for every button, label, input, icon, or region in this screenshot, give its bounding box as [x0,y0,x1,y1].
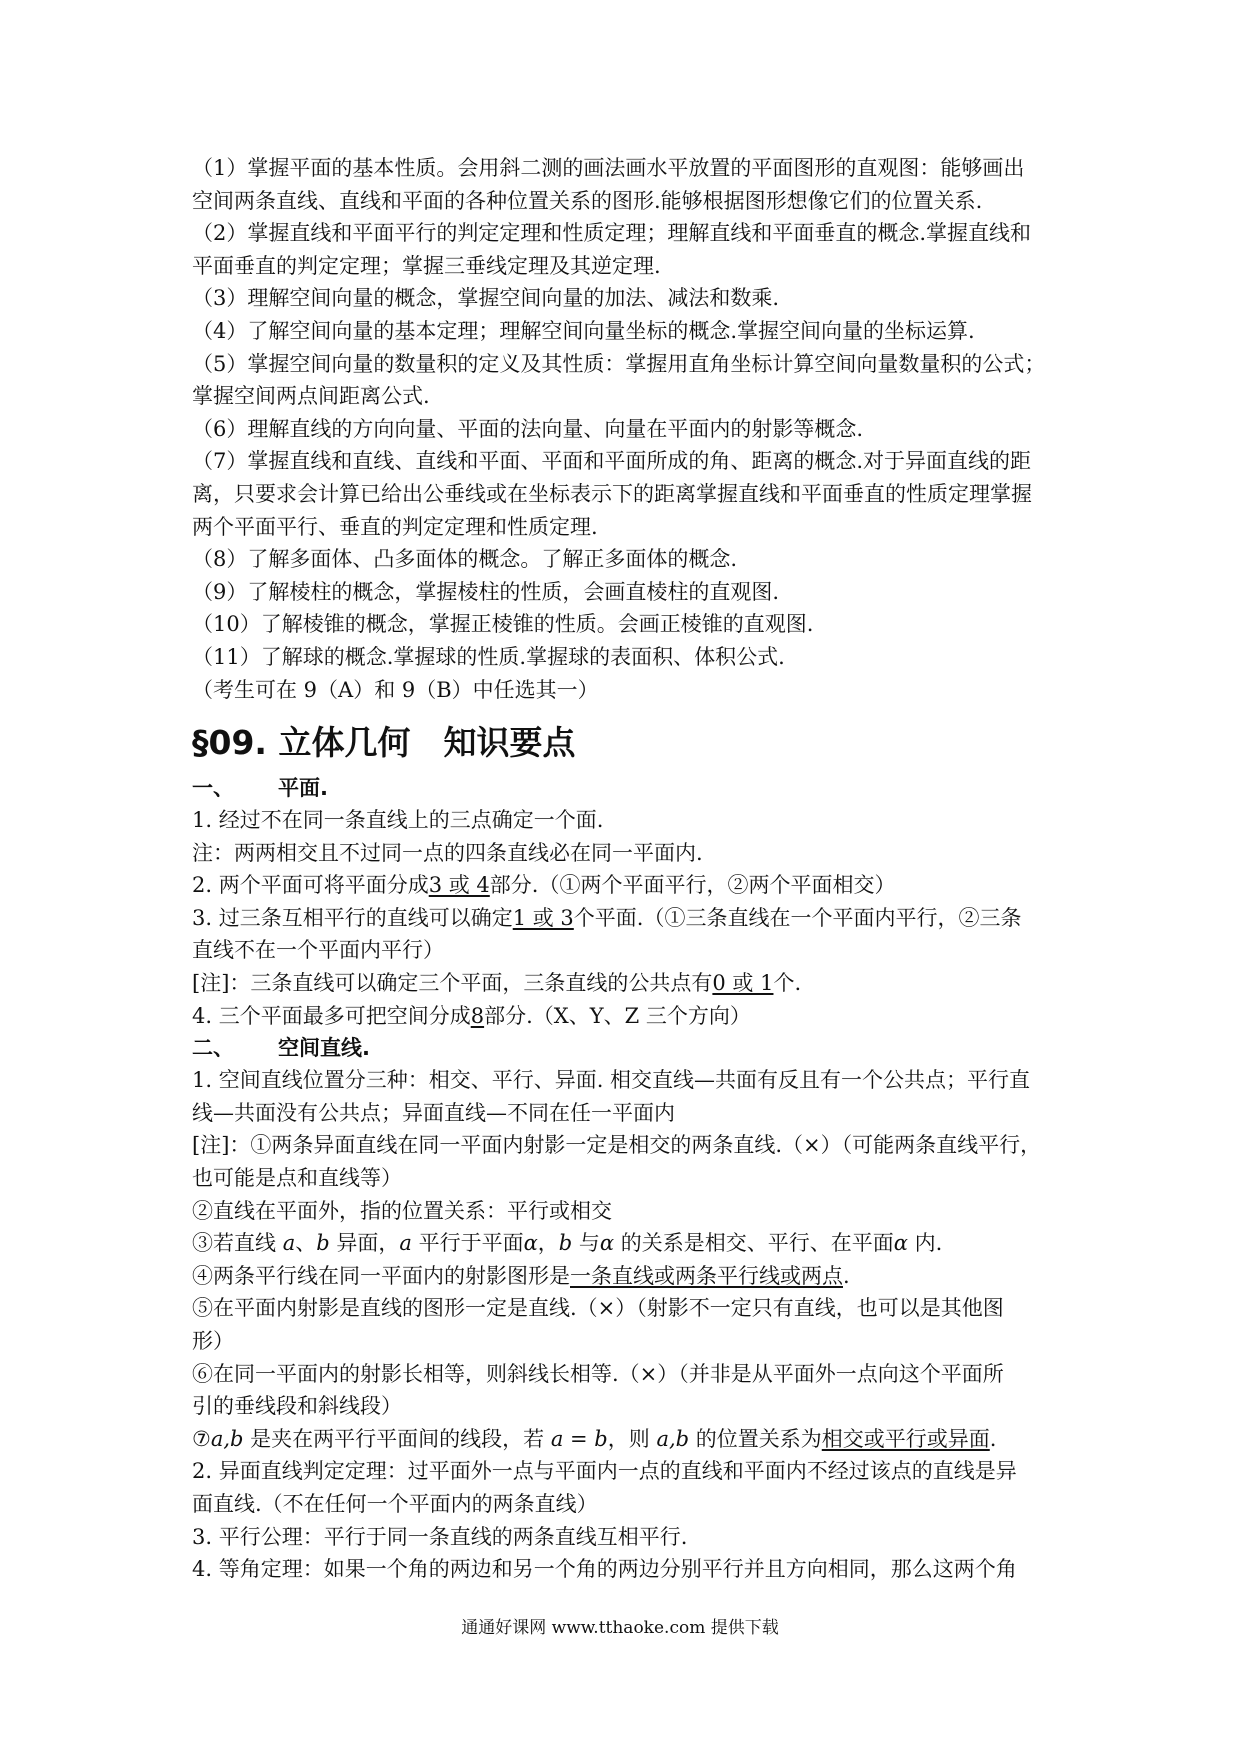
section-heading-space-lines [192,1032,1062,1064]
requirement-line: （4）了解空间向量的基本定理；理解空间向量坐标的概念.掌握空间向量的坐标运算. [192,318,975,343]
requirement-line: （8）了解多面体、凸多面体的概念。了解正多面体的概念. [192,547,738,572]
math-var: a [399,1231,412,1256]
text-run: 个. [773,971,802,996]
math-var: b [558,1231,573,1256]
text-run: . [989,1426,997,1451]
note [192,1227,1062,1260]
paragraph: 面直线.（不在任何一个平面内的两条直线） [192,1491,598,1516]
requirement-line: （2）掌握直线和平面平行的判定定理和性质定理；理解直线和平面垂直的概念.掌握直线和 [192,221,1032,246]
paragraph: 3. 平行公理：平行于同一条直线的两条直线互相平行. [192,1524,688,1549]
text-run: 部分.（①两个平面平行，②两个平面相交） [489,873,896,898]
note: ②直线在平面外，指的位置关系：平行或相交 [192,1198,612,1223]
requirement-line: （11）了解球的概念.掌握球的性质.掌握球的表面积、体积公式. [192,644,785,669]
note: 也可能是点和直线等） [192,1166,402,1191]
text-run: 部分.（X、Y、Z 三个方向） [484,1003,751,1028]
math-var: a [282,1231,296,1256]
note [192,1260,1062,1293]
text-run: 的关系是相交、平行、在平面 [614,1231,894,1256]
text-run: ⑦ [192,1426,211,1451]
paragraph: 4. 等角定理：如果一个角的两边和另一个角的两边分别平行并且方向相同，那么这两个角 [192,1557,1017,1582]
text-run: 是夹在两平行平面间的线段，若 [243,1426,551,1451]
text-run: 异面， [329,1231,400,1256]
requirements-list [192,152,1062,706]
requirement-line: 平面垂直的判定定理；掌握三垂线定理及其逆定理. [192,253,661,278]
note: 注：两两相交且不过同一点的四条直线必在同一平面内. [192,840,703,865]
text-run: [注]：三条直线可以确定三个平面，三条直线的公共点有 [192,971,713,996]
section-title: 平面. [278,776,328,801]
text-run: 的位置关系为 [689,1426,822,1451]
requirement-line: （1）掌握平面的基本性质。会用斜二测的画法画水平放置的平面图形的直观图：能够画出 [192,156,1025,180]
note: [注]：①两条异面直线在同一平面内射影一定是相交的两条直线.（×）（可能两条直线平行， [192,1133,1042,1158]
text-run: 4. 三个平面最多可把空间分成 [192,1003,471,1028]
requirement-line: 离，只要求会计算已给出公垂线或在坐标表示下的距离掌握直线和平面垂直的性质定理掌握 [192,481,1032,506]
text-run: ③若直线 [192,1231,283,1256]
document-page [192,152,1062,1586]
text-run: 与 [572,1231,600,1256]
section-title: 空间直线. [278,1036,370,1061]
math-var: b [316,1231,330,1256]
math-var: a = b [550,1426,608,1451]
paragraph: 1. 经过不在同一条直线上的三点确定一个面. [192,808,604,833]
requirement-line: （5）掌握空间向量的数量积的定义及其性质：掌握用直角坐标计算空间向量数量积的公式； [192,351,1046,376]
text-run: 、 [295,1231,317,1256]
note [192,1423,1062,1456]
paragraph [192,869,1062,902]
note: 形） [192,1329,234,1353]
paragraph [192,902,1062,935]
requirement-line: （3）理解空间向量的概念，掌握空间向量的加法、减法和数乘. [192,286,780,311]
note [192,967,1062,1000]
text-run: . [843,1263,850,1288]
paragraph: 1. 空间直线位置分三种：相交、平行、异面. 相交直线—共面有反且有一个公共点；平行直 [192,1068,1031,1093]
underlined-answer: 相交或平行或异面 [821,1426,990,1451]
math-var: α [893,1231,908,1256]
text-run: 个平面.（①三条直线在一个平面内平行，②三条 [573,905,1022,930]
text-run: ， [537,1231,559,1256]
underlined-answer: 8 [470,1003,485,1028]
underlined-answer: 0 或 1 [712,971,774,996]
requirement-line: （考生可在 9（A）和 9（B）中任选其一） [192,677,599,702]
note: ⑥在同一平面内的射影长相等，则斜线长相等.（×）（并非是从平面外一点向这个平面所 [192,1361,1004,1386]
requirement-line: 空间两条直线、直线和平面的各种位置关系的图形.能够根据图形想像它们的位置关系. [192,188,983,213]
section-heading-plane [192,772,1062,804]
text-run: 2. 两个平面可将平面分成 [192,873,429,898]
requirement-line: 掌握空间两点间距离公式. [192,384,430,409]
math-var: a,b [210,1426,244,1451]
text-run: 平行于平面 [411,1231,524,1256]
requirement-line: 两个平面平行、垂直的判定定理和性质定理. [192,514,598,539]
text-run: ④两条平行线在同一平面内的射影图形是 [192,1263,570,1288]
paragraph: 直线不在一个平面内平行） [192,938,444,963]
note: ⑤在平面内射影是直线的图形一定是直线.（×）（射影不一定只有直线，也可以是其他图 [192,1296,1004,1321]
text-run: 内. [907,1231,943,1256]
math-var: α [599,1231,615,1256]
math-var: α [523,1231,538,1256]
section-number: 二、 [192,1036,234,1061]
paragraph: 2. 异面直线判定定理：过平面外一点与平面内一点的直线和平面内不经过该点的直线是异 [192,1459,1017,1484]
requirement-line: （10）了解棱锥的概念，掌握正棱锥的性质。会画正棱锥的直观图. [192,612,814,637]
math-var: a,b [656,1426,690,1451]
underlined-answer: 3 或 4 [428,873,490,898]
paragraph: 线—共面没有公共点；异面直线—不同在任一平面内 [192,1100,675,1125]
underlined-answer: 1 或 3 [512,905,574,930]
section-number: 一、 [192,776,234,801]
note: 引的垂线段和斜线段） [192,1394,402,1419]
paragraph [192,1000,1062,1033]
requirement-line: （9）了解棱柱的概念，掌握棱柱的性质，会画直棱柱的直观图. [192,579,780,604]
underlined-answer: 一条直线或两条平行线或两点 [570,1263,843,1288]
text-run: ，则 [607,1426,657,1451]
requirement-line: （6）理解直线的方向向量、平面的法向量、向量在平面内的射影等概念. [192,416,864,441]
requirement-line: （7）掌握直线和直线、直线和平面、平面和平面所成的角、距离的概念.对于异面直线的距 [192,449,1032,474]
text-run: 3. 过三条互相平行的直线可以确定 [192,905,513,930]
chapter-heading: §09. 立体几何 知识要点 [192,723,576,763]
page-footer: 通通好课网 www.tthaoke.com 提供下载 [461,1618,779,1638]
